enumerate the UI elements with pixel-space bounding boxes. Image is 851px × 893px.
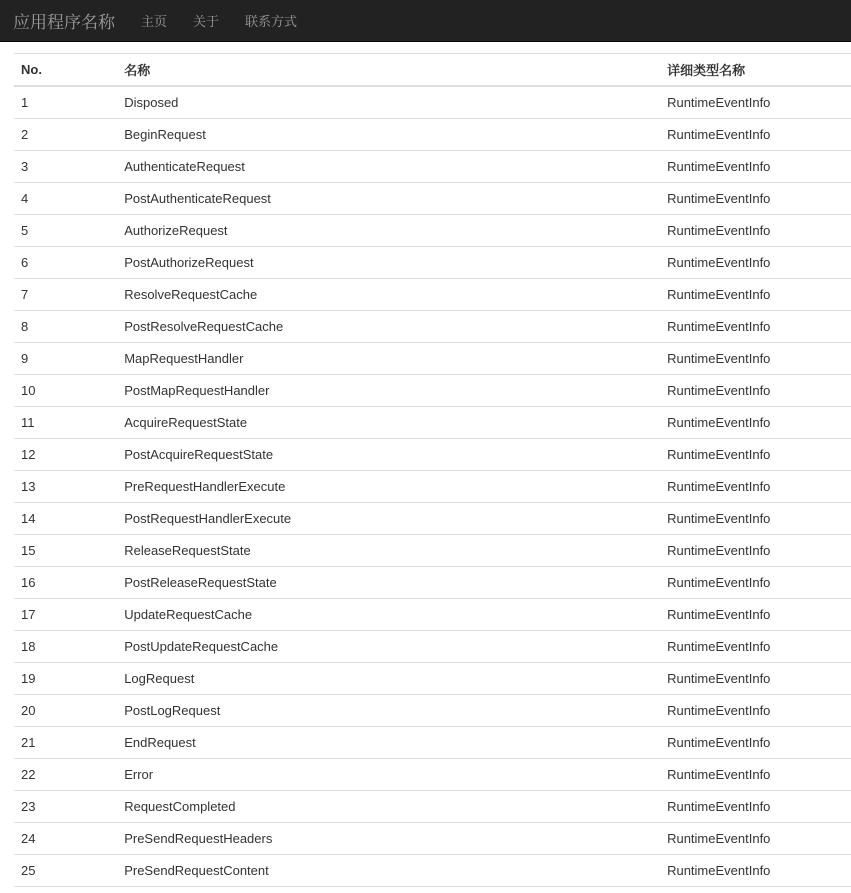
table-row bbox=[14, 599, 851, 631]
nav-link-home[interactable]: 主页 bbox=[141, 14, 168, 29]
cell-no: 20 bbox=[14, 695, 117, 727]
cell-type: RuntimeEventInfo bbox=[660, 567, 851, 599]
cell-type: RuntimeEventInfo bbox=[660, 823, 851, 855]
table-row bbox=[14, 855, 851, 887]
cell-type: RuntimeEventInfo bbox=[660, 535, 851, 567]
cell-name: RequestCompleted bbox=[117, 791, 660, 823]
cell-type: RuntimeEventInfo bbox=[660, 183, 851, 215]
table-row bbox=[14, 247, 851, 279]
table-row bbox=[14, 311, 851, 343]
cell-type: RuntimeEventInfo bbox=[660, 727, 851, 759]
table-row bbox=[14, 215, 851, 247]
main-content bbox=[0, 42, 851, 887]
cell-type: RuntimeEventInfo bbox=[660, 247, 851, 279]
cell-name: PostReleaseRequestState bbox=[117, 567, 660, 599]
cell-type: RuntimeEventInfo bbox=[660, 151, 851, 183]
cell-type: RuntimeEventInfo bbox=[660, 407, 851, 439]
table-row bbox=[14, 695, 851, 727]
header-type: 详细类型名称 bbox=[660, 54, 851, 87]
cell-no: 4 bbox=[14, 183, 117, 215]
cell-no: 14 bbox=[14, 503, 117, 535]
cell-no: 6 bbox=[14, 247, 117, 279]
cell-name: PostUpdateRequestCache bbox=[117, 631, 660, 663]
cell-no: 16 bbox=[14, 567, 117, 599]
cell-name: MapRequestHandler bbox=[117, 343, 660, 375]
nav-link-contact[interactable]: 联系方式 bbox=[245, 14, 298, 29]
cell-name: PostResolveRequestCache bbox=[117, 311, 660, 343]
cell-type: RuntimeEventInfo bbox=[660, 855, 851, 887]
events-table bbox=[14, 53, 851, 887]
app-brand-link[interactable]: 应用程序名称 bbox=[13, 13, 115, 32]
cell-type: RuntimeEventInfo bbox=[660, 279, 851, 311]
table-row bbox=[14, 727, 851, 759]
cell-no: 18 bbox=[14, 631, 117, 663]
cell-name: PreSendRequestHeaders bbox=[117, 823, 660, 855]
table-row bbox=[14, 663, 851, 695]
cell-type: RuntimeEventInfo bbox=[660, 375, 851, 407]
cell-name: PostAcquireRequestState bbox=[117, 439, 660, 471]
cell-type: RuntimeEventInfo bbox=[660, 471, 851, 503]
cell-no: 12 bbox=[14, 439, 117, 471]
cell-no: 3 bbox=[14, 151, 117, 183]
table-row bbox=[14, 407, 851, 439]
cell-no: 17 bbox=[14, 599, 117, 631]
cell-name: ResolveRequestCache bbox=[117, 279, 660, 311]
table-row bbox=[14, 567, 851, 599]
cell-name: ReleaseRequestState bbox=[117, 535, 660, 567]
cell-no: 1 bbox=[14, 86, 117, 119]
cell-name: BeginRequest bbox=[117, 119, 660, 151]
cell-no: 21 bbox=[14, 727, 117, 759]
cell-name: AuthenticateRequest bbox=[117, 151, 660, 183]
cell-type: RuntimeEventInfo bbox=[660, 343, 851, 375]
table-row bbox=[14, 471, 851, 503]
table-row bbox=[14, 343, 851, 375]
cell-no: 13 bbox=[14, 471, 117, 503]
table-row bbox=[14, 503, 851, 535]
cell-type: RuntimeEventInfo bbox=[660, 631, 851, 663]
cell-no: 19 bbox=[14, 663, 117, 695]
table-row bbox=[14, 759, 851, 791]
header-no: No. bbox=[14, 54, 117, 87]
navbar bbox=[0, 0, 851, 42]
cell-type: RuntimeEventInfo bbox=[660, 599, 851, 631]
cell-name: UpdateRequestCache bbox=[117, 599, 660, 631]
cell-name: Disposed bbox=[117, 86, 660, 119]
cell-type: RuntimeEventInfo bbox=[660, 439, 851, 471]
cell-no: 5 bbox=[14, 215, 117, 247]
cell-no: 8 bbox=[14, 311, 117, 343]
cell-name: PostMapRequestHandler bbox=[117, 375, 660, 407]
table-row bbox=[14, 119, 851, 151]
table-row bbox=[14, 631, 851, 663]
table-row bbox=[14, 535, 851, 567]
cell-no: 11 bbox=[14, 407, 117, 439]
cell-type: RuntimeEventInfo bbox=[660, 503, 851, 535]
table-row bbox=[14, 151, 851, 183]
cell-no: 22 bbox=[14, 759, 117, 791]
nav-link-about[interactable]: 关于 bbox=[193, 14, 220, 29]
table-row bbox=[14, 823, 851, 855]
cell-name: AuthorizeRequest bbox=[117, 215, 660, 247]
cell-type: RuntimeEventInfo bbox=[660, 215, 851, 247]
cell-name: PostLogRequest bbox=[117, 695, 660, 727]
cell-no: 10 bbox=[14, 375, 117, 407]
table-row bbox=[14, 375, 851, 407]
cell-name: PreRequestHandlerExecute bbox=[117, 471, 660, 503]
cell-type: RuntimeEventInfo bbox=[660, 86, 851, 119]
table-row bbox=[14, 183, 851, 215]
cell-type: RuntimeEventInfo bbox=[660, 695, 851, 727]
cell-no: 23 bbox=[14, 791, 117, 823]
cell-name: PostRequestHandlerExecute bbox=[117, 503, 660, 535]
cell-no: 2 bbox=[14, 119, 117, 151]
cell-name: AcquireRequestState bbox=[117, 407, 660, 439]
cell-name: LogRequest bbox=[117, 663, 660, 695]
table-header-row bbox=[14, 54, 851, 87]
header-name: 名称 bbox=[117, 54, 660, 87]
cell-no: 24 bbox=[14, 823, 117, 855]
cell-name: PreSendRequestContent bbox=[117, 855, 660, 887]
cell-name: PostAuthenticateRequest bbox=[117, 183, 660, 215]
cell-no: 9 bbox=[14, 343, 117, 375]
cell-type: RuntimeEventInfo bbox=[660, 791, 851, 823]
cell-name: EndRequest bbox=[117, 727, 660, 759]
cell-name: Error bbox=[117, 759, 660, 791]
cell-type: RuntimeEventInfo bbox=[660, 119, 851, 151]
table-row bbox=[14, 791, 851, 823]
cell-no: 15 bbox=[14, 535, 117, 567]
nav-links bbox=[128, 11, 310, 30]
cell-type: RuntimeEventInfo bbox=[660, 311, 851, 343]
cell-name: PostAuthorizeRequest bbox=[117, 247, 660, 279]
cell-no: 7 bbox=[14, 279, 117, 311]
cell-type: RuntimeEventInfo bbox=[660, 759, 851, 791]
cell-type: RuntimeEventInfo bbox=[660, 663, 851, 695]
table-body bbox=[14, 86, 851, 887]
table-row bbox=[14, 439, 851, 471]
cell-no: 25 bbox=[14, 855, 117, 887]
table-row bbox=[14, 279, 851, 311]
table-row bbox=[14, 86, 851, 119]
